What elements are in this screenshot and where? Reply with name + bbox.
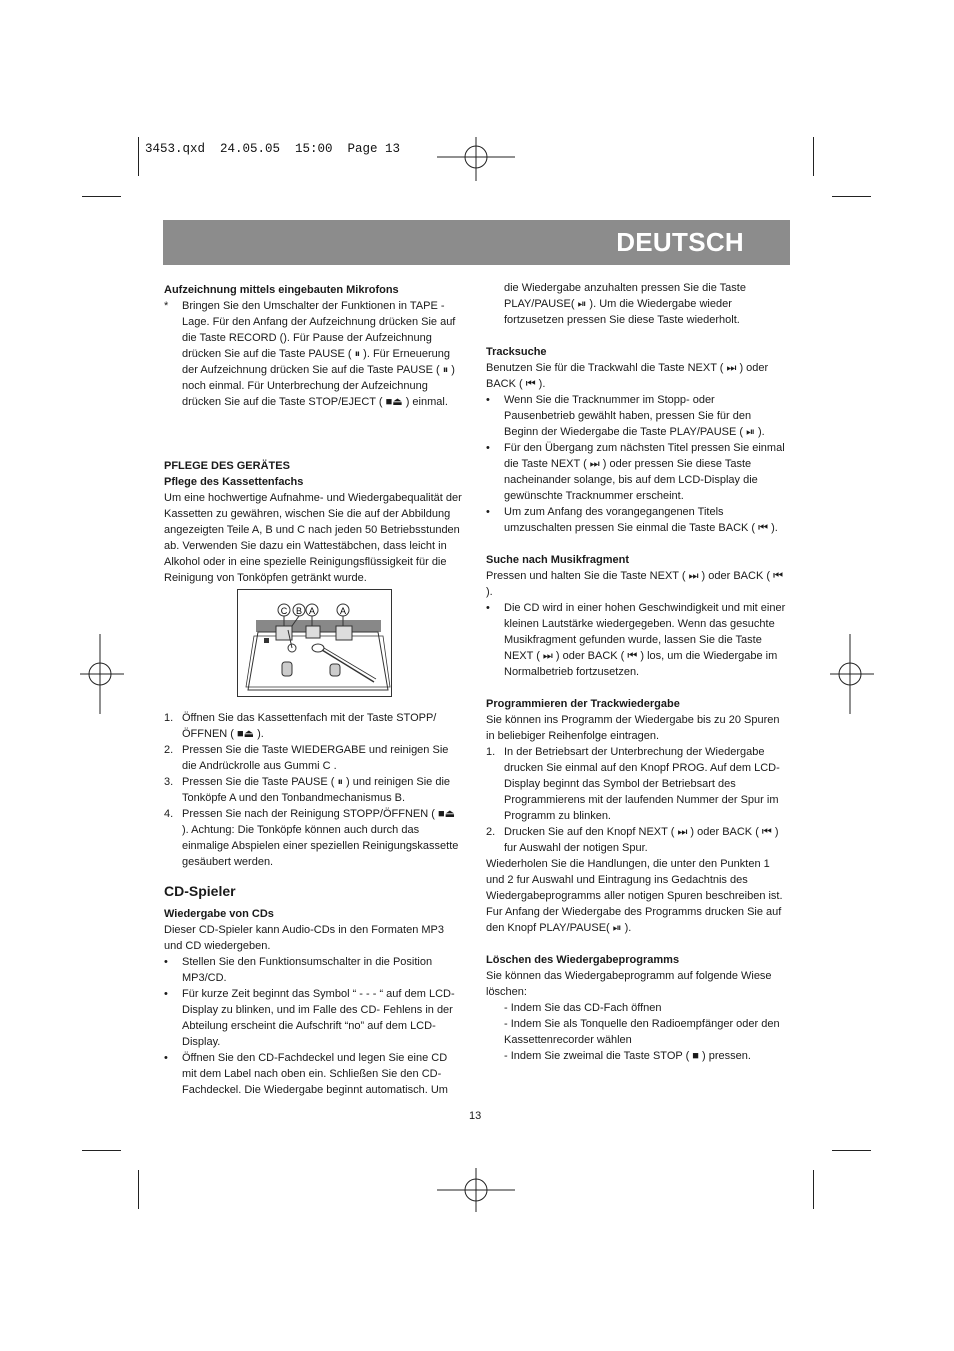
search-heading: Suche nach Musikfragment: [486, 554, 630, 566]
registration-mark-left: [80, 634, 124, 714]
figure-label-a: A: [308, 606, 316, 616]
registration-mark-bottom: [437, 1168, 517, 1212]
care-subheading: Pflege des Kassettenfachs: [164, 476, 304, 488]
step-text: Pressen Sie die Taste WIEDERGABE und reinigen Sie die Andrückrolle aus Gummi C .: [182, 744, 449, 772]
step-number: 3.: [164, 776, 174, 788]
step-number: 2.: [486, 826, 496, 838]
bullet-marker: •: [486, 602, 490, 614]
cd-intro: Dieser CD-Spieler kann Audio-CDs in den Formaten MP3 und CD wiedergeben.: [164, 924, 445, 952]
delete-item: - Indem Sie zweimal die Taste STOP ( ■ ) pressen.: [504, 1050, 751, 1062]
delete-item: - Indem Sie das CD-Fach öffnen: [504, 1002, 662, 1014]
care-heading: PFLEGE DES GERÄTES: [164, 460, 290, 472]
step-item: [164, 806, 464, 870]
bullet-marker: •: [164, 1052, 168, 1064]
bullet-marker: •: [486, 506, 490, 518]
step-text: Pressen Sie nach der Reinigung STOPP/ÖFFNEN ( ■⏏ ). Achtung: Die Tonköpfe können auch durch das einmalige Abspielen einer speziellen Reinigungskassette gesäubert werden.: [182, 808, 459, 868]
bullet-item: [486, 440, 788, 504]
bullet-text: Die CD wird in einer hohen Geschwindigkeit und mit einer kleinen Lautstärke wiedergegeben. Wenn das gesuchte Musikfragment gefunden wurde, lassen Sie die Taste NEXT ( ⏭ ) oder BACK ( ⏮ ) los, um die Wiedergabe im Normalbetrieb fortzusetzen.: [504, 602, 786, 678]
step-item: [486, 744, 788, 824]
bullet-marker: •: [164, 988, 168, 1000]
bullet-text: Wenn Sie die Tracknummer im Stopp- oder Pausenbetrieb gewählt haben, pressen Sie für den Beginn der Wiedergabe die Taste PLAY/PAUSE ( ⏯ ).: [504, 394, 765, 438]
bullet-marker: •: [486, 442, 490, 454]
figure-label-a: A: [339, 606, 347, 616]
step-item: [164, 742, 464, 774]
bullet-text: Für kurze Zeit beginnt das Symbol “ - - - “ auf dem LCD-Display zu blinken, und im Falle des CD- Fehlens in der Abteilung erscheint die Aufschrift “no” auf dem LCD-Display.: [182, 988, 455, 1048]
step-number: 1.: [486, 746, 496, 758]
mic-item: [164, 298, 464, 410]
bullet-text: Stellen Sie den Funktionsumschalter in die Position MP3/CD.: [182, 956, 433, 984]
step-text: Drucken Sie auf den Knopf NEXT ( ⏭ ) oder BACK ( ⏮ ) fur Auswahl der notigen Spur.: [504, 826, 779, 854]
figure-label-c: C: [280, 606, 288, 616]
left-column: [164, 282, 464, 586]
banner-title: DEUTSCH: [616, 227, 744, 257]
step-item: [164, 710, 464, 742]
bullet-item: [164, 1050, 464, 1098]
bullet-marker: •: [486, 394, 490, 406]
step-text: Öffnen Sie das Kassettenfach mit der Taste STOPP/ÖFFNEN ( ■⏏ ).: [182, 712, 437, 740]
program-end-text: Wiederholen Sie die Handlungen, die unter den Punkten 1 und 2 fur Auswahl und Eintragung ins Gedachtnis des Wiedergabeprogramms aller notigen Spuren beschreiben ist. Fur Anfang der Wiedergabe des Programms drucken Sie auf den Knopf PLAY/PAUSE( ⏯ ).: [486, 858, 783, 934]
step-text: Pressen Sie die Taste PAUSE ( ⏸ ) und reinigen Sie die Tonköpfe A und den Tonbandmechanismus B.: [182, 776, 451, 804]
cd-subheading: Wiedergabe von CDs: [164, 908, 274, 920]
bullet-text: Um zum Anfang des vorangegangenen Titels umzuschalten pressen Sie einmal die Taste BACK ( ⏮ ).: [504, 506, 778, 534]
delete-item: - Indem Sie als Tonquelle den Radioempfänger oder den Kassettenrecorder wählen: [504, 1018, 780, 1046]
print-slug: 3453.qxd 24.05.05 15:00 Page 13: [145, 142, 401, 156]
step-item: [164, 774, 464, 806]
track-intro: Benutzen Sie für die Trackwahl die Taste NEXT ( ⏭ ) oder BACK ( ⏮ ).: [486, 362, 769, 390]
right-column: [486, 280, 788, 1064]
bullet-item: [164, 986, 464, 1050]
step-number: 4.: [164, 808, 174, 820]
step-number: 2.: [164, 744, 174, 756]
bullet-item: [486, 392, 788, 440]
asterisk-marker: *: [164, 300, 169, 312]
registration-mark-top: [437, 137, 517, 181]
care-text: Um eine hochwertige Aufnahme- und Wiedergabequalität der Kassetten zu gewähren, wischen Sie die auf der Abbildung angezeigten Teile A, B und C nach jeden 50 Betriebsstunden ab. Verwenden Sie dazu ein Wattestäbchen, dass leicht in Alkohol oder in eine spezielle Reinigungsflüssigkeit für die Reinigung von Tonköpfen getränkt wurde.: [164, 492, 462, 584]
program-intro: Sie können ins Programm der Wiedergabe bis zu 20 Spuren in beliebiger Reihenfolge eintragen.: [486, 714, 780, 742]
bullet-text: Öffnen Sie den CD-Fachdeckel und legen Sie eine CD mit dem Label nach oben ein. Schließen Sie den CD-Fachdeckel. Die Wiedergabe beginnt automatisch. Um: [182, 1052, 448, 1096]
cd-heading: CD-Spieler: [164, 883, 236, 899]
delete-intro: Sie können das Wiedergabeprogramm auf folgende Wiese löschen:: [486, 970, 772, 998]
continuation-text: die Wiedergabe anzuhalten pressen Sie die Taste PLAY/PAUSE( ⏯ ). Um die Wiedergabe wieder fortzusetzen pressen Sie diese Taste wiederholt.: [504, 282, 746, 326]
left-column-lower: [164, 710, 464, 1098]
figure-label-b: B: [295, 606, 303, 616]
bullet-text: Für den Übergang zum nächsten Titel pressen Sie einmal die Taste NEXT ( ⏭ ) oder pressen Sie diese Taste nacheinander solange, bis auf dem LCD-Display die gewünschte Tracknummer erscheint.: [504, 442, 785, 502]
mic-heading: Aufzeichnung mittels eingebauten Mikrofons: [164, 284, 399, 296]
bullet-item: [486, 504, 788, 536]
bullet-item: [486, 600, 788, 680]
mic-text: Bringen Sie den Umschalter der Funktionen in TAPE -Lage. Für den Anfang der Aufzeichnung drücken Sie auf die Taste RECORD (). Für Pause der Aufzeichnung drücken Sie auf die Taste PAUSE ( ⏸ ). Für Erneuerung der Aufzeichnung drücken Sie auf die Taste PAUSE ( ⏸ ) noch einmal. Für Unterbrechung der Aufzeichnung drücken Sie auf die Taste STOP/EJECT ( ■⏏ ) einmal.: [182, 300, 456, 408]
registration-mark-right: [830, 634, 874, 714]
track-heading: Tracksuche: [486, 346, 547, 358]
cassette-mechanism-illustration: [238, 590, 391, 696]
step-text: In der Betriebsart der Unterbrechung der Wiedergabe drucken Sie einmal auf den Knopf PROG. Auf dem LCD-Display beginnt das Symbol der Betriebsart des Programmierens mit der laufenden Nummer der Spur im Programm zu blinken.: [504, 746, 780, 822]
step-number: 1.: [164, 712, 174, 724]
cassette-figure: [237, 589, 392, 697]
page-number: 13: [469, 1110, 482, 1122]
bullet-marker: •: [164, 956, 168, 968]
step-item: [486, 824, 788, 856]
delete-heading: Löschen des Wiedergabeprogramms: [486, 954, 680, 966]
bullet-item: [164, 954, 464, 986]
search-intro: Pressen und halten Sie die Taste NEXT ( ⏭ ) oder BACK ( ⏮ ).: [486, 570, 783, 598]
program-heading: Programmieren der Trackwiedergabe: [486, 698, 680, 710]
language-banner: [163, 220, 790, 265]
